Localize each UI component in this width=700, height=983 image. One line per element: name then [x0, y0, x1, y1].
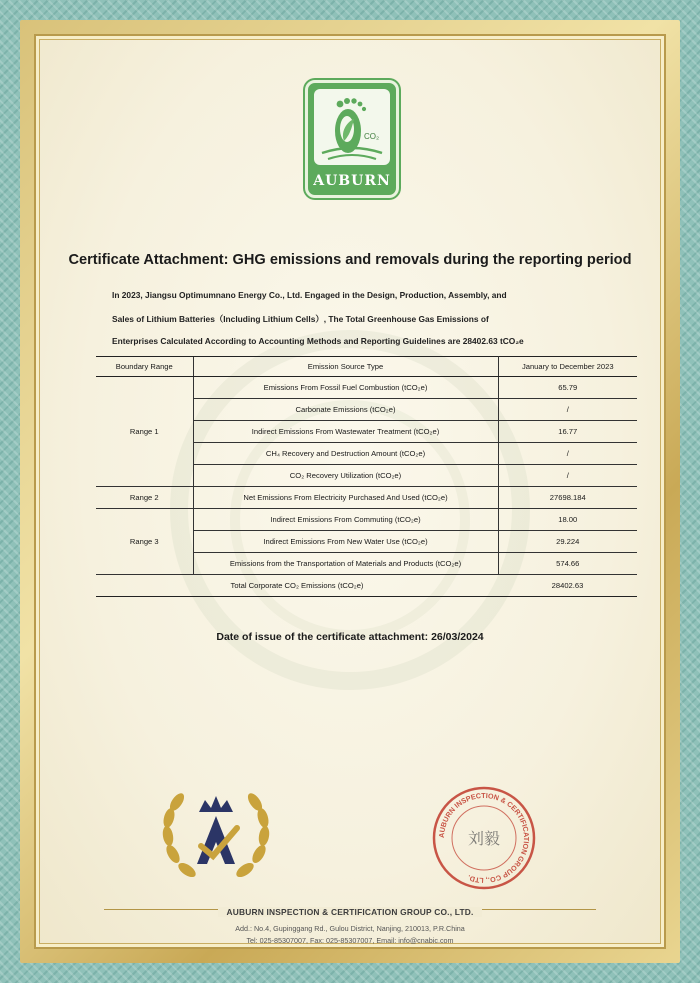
header-period: January to December 2023	[498, 357, 637, 377]
emission-value-cell: 65.79	[498, 377, 637, 399]
footer-company-name: AUBURN INSPECTION & CERTIFICATION GROUP CO., LTD.	[218, 907, 481, 917]
header-boundary-range: Boundary Range	[96, 357, 193, 377]
emission-value-cell: 29.224	[498, 531, 637, 553]
emission-type-cell: CH₄ Recovery and Destruction Amount (tCO₂e)	[193, 443, 498, 465]
intro-line-2: Sales of Lithium Batteries（Including Lithium Cells）, The Total Greenhouse Gas Emissions of	[112, 314, 489, 324]
issue-date: Date of issue of the certificate attachment: 26/03/2024	[216, 631, 484, 643]
emission-value-cell: 574.66	[498, 553, 637, 575]
emission-value-cell: /	[498, 443, 637, 465]
emission-type-cell: Emissions From Fossil Fuel Combustion (tCO₂e)	[193, 377, 498, 399]
table-row	[96, 509, 637, 531]
auburn-carbon-footprint-logo	[305, 80, 399, 198]
total-value: 28402.63	[498, 575, 637, 597]
official-red-seal	[430, 784, 538, 892]
header-emission-source-type: Emission Source Type	[193, 357, 498, 377]
emission-type-cell: Indirect Emissions From New Water Use (tCO₂e)	[193, 531, 498, 553]
footprint-icon	[314, 89, 390, 165]
certificate-title: Certificate Attachment: GHG emissions and removals during the reporting period	[68, 252, 632, 268]
emission-value-cell: 18.00	[498, 509, 637, 531]
logo-brand-text: AUBURN	[313, 173, 391, 189]
logo-badge	[314, 89, 390, 165]
footer-company	[60, 902, 640, 920]
emission-type-cell: CO₂ Recovery Utilization (tCO₂e)	[193, 465, 498, 487]
emission-type-cell: Indirect Emissions From Commuting (tCO₂e)	[193, 509, 498, 531]
co2-label: CO₂	[364, 132, 380, 141]
emission-value-cell: 27698.184	[498, 487, 637, 509]
seal-ring-text: AUBURN INSPECTION & CERTIFICATION GROUP CO., LTD.	[436, 790, 532, 886]
emission-type-cell: Emissions from the Transportation of Materials and Products (tCO₂e)	[193, 553, 498, 575]
range-3-label: Range 3	[96, 509, 193, 575]
range-2-label: Range 2	[96, 487, 193, 509]
emission-type-cell: Indirect Emissions From Wastewater Treatment (tCO₂e)	[193, 421, 498, 443]
emission-value-cell: /	[498, 399, 637, 421]
emission-type-cell: Carbonate Emissions (tCO₂e)	[193, 399, 498, 421]
table-row	[96, 487, 637, 509]
crown-icon	[199, 796, 233, 812]
intro-line-3: Enterprises Calculated According to Accounting Methods and Reporting Guidelines are 28402.63 tCO₂e	[112, 336, 524, 346]
laurel-crown-emblem	[157, 784, 275, 888]
footer-contact: Tel: 025-85307007, Fax: 025-85307007, Email: info@cnabic.com	[246, 936, 454, 945]
range-1-label: Range 1	[96, 377, 193, 487]
emission-value-cell: /	[498, 465, 637, 487]
total-label: Total Corporate CO₂ Emissions (tCO₂e)	[96, 575, 498, 597]
emission-type-cell: Net Emissions From Electricity Purchased And Used (tCO₂e)	[193, 487, 498, 509]
table-row	[96, 377, 637, 399]
intro-line-1: In 2023, Jiangsu Optimumnano Energy Co., Ltd. Engaged in the Design, Production, Assembly, and	[112, 290, 507, 300]
total-row	[96, 575, 637, 597]
table-header-row	[96, 357, 637, 377]
seal-signature: 刘毅	[467, 829, 501, 848]
emission-value-cell: 16.77	[498, 421, 637, 443]
emissions-table	[96, 356, 637, 597]
footer-address: Add.: No.4, Gupinggang Rd., Gulou District, Nanjing, 210013, P.R.China	[235, 924, 465, 933]
